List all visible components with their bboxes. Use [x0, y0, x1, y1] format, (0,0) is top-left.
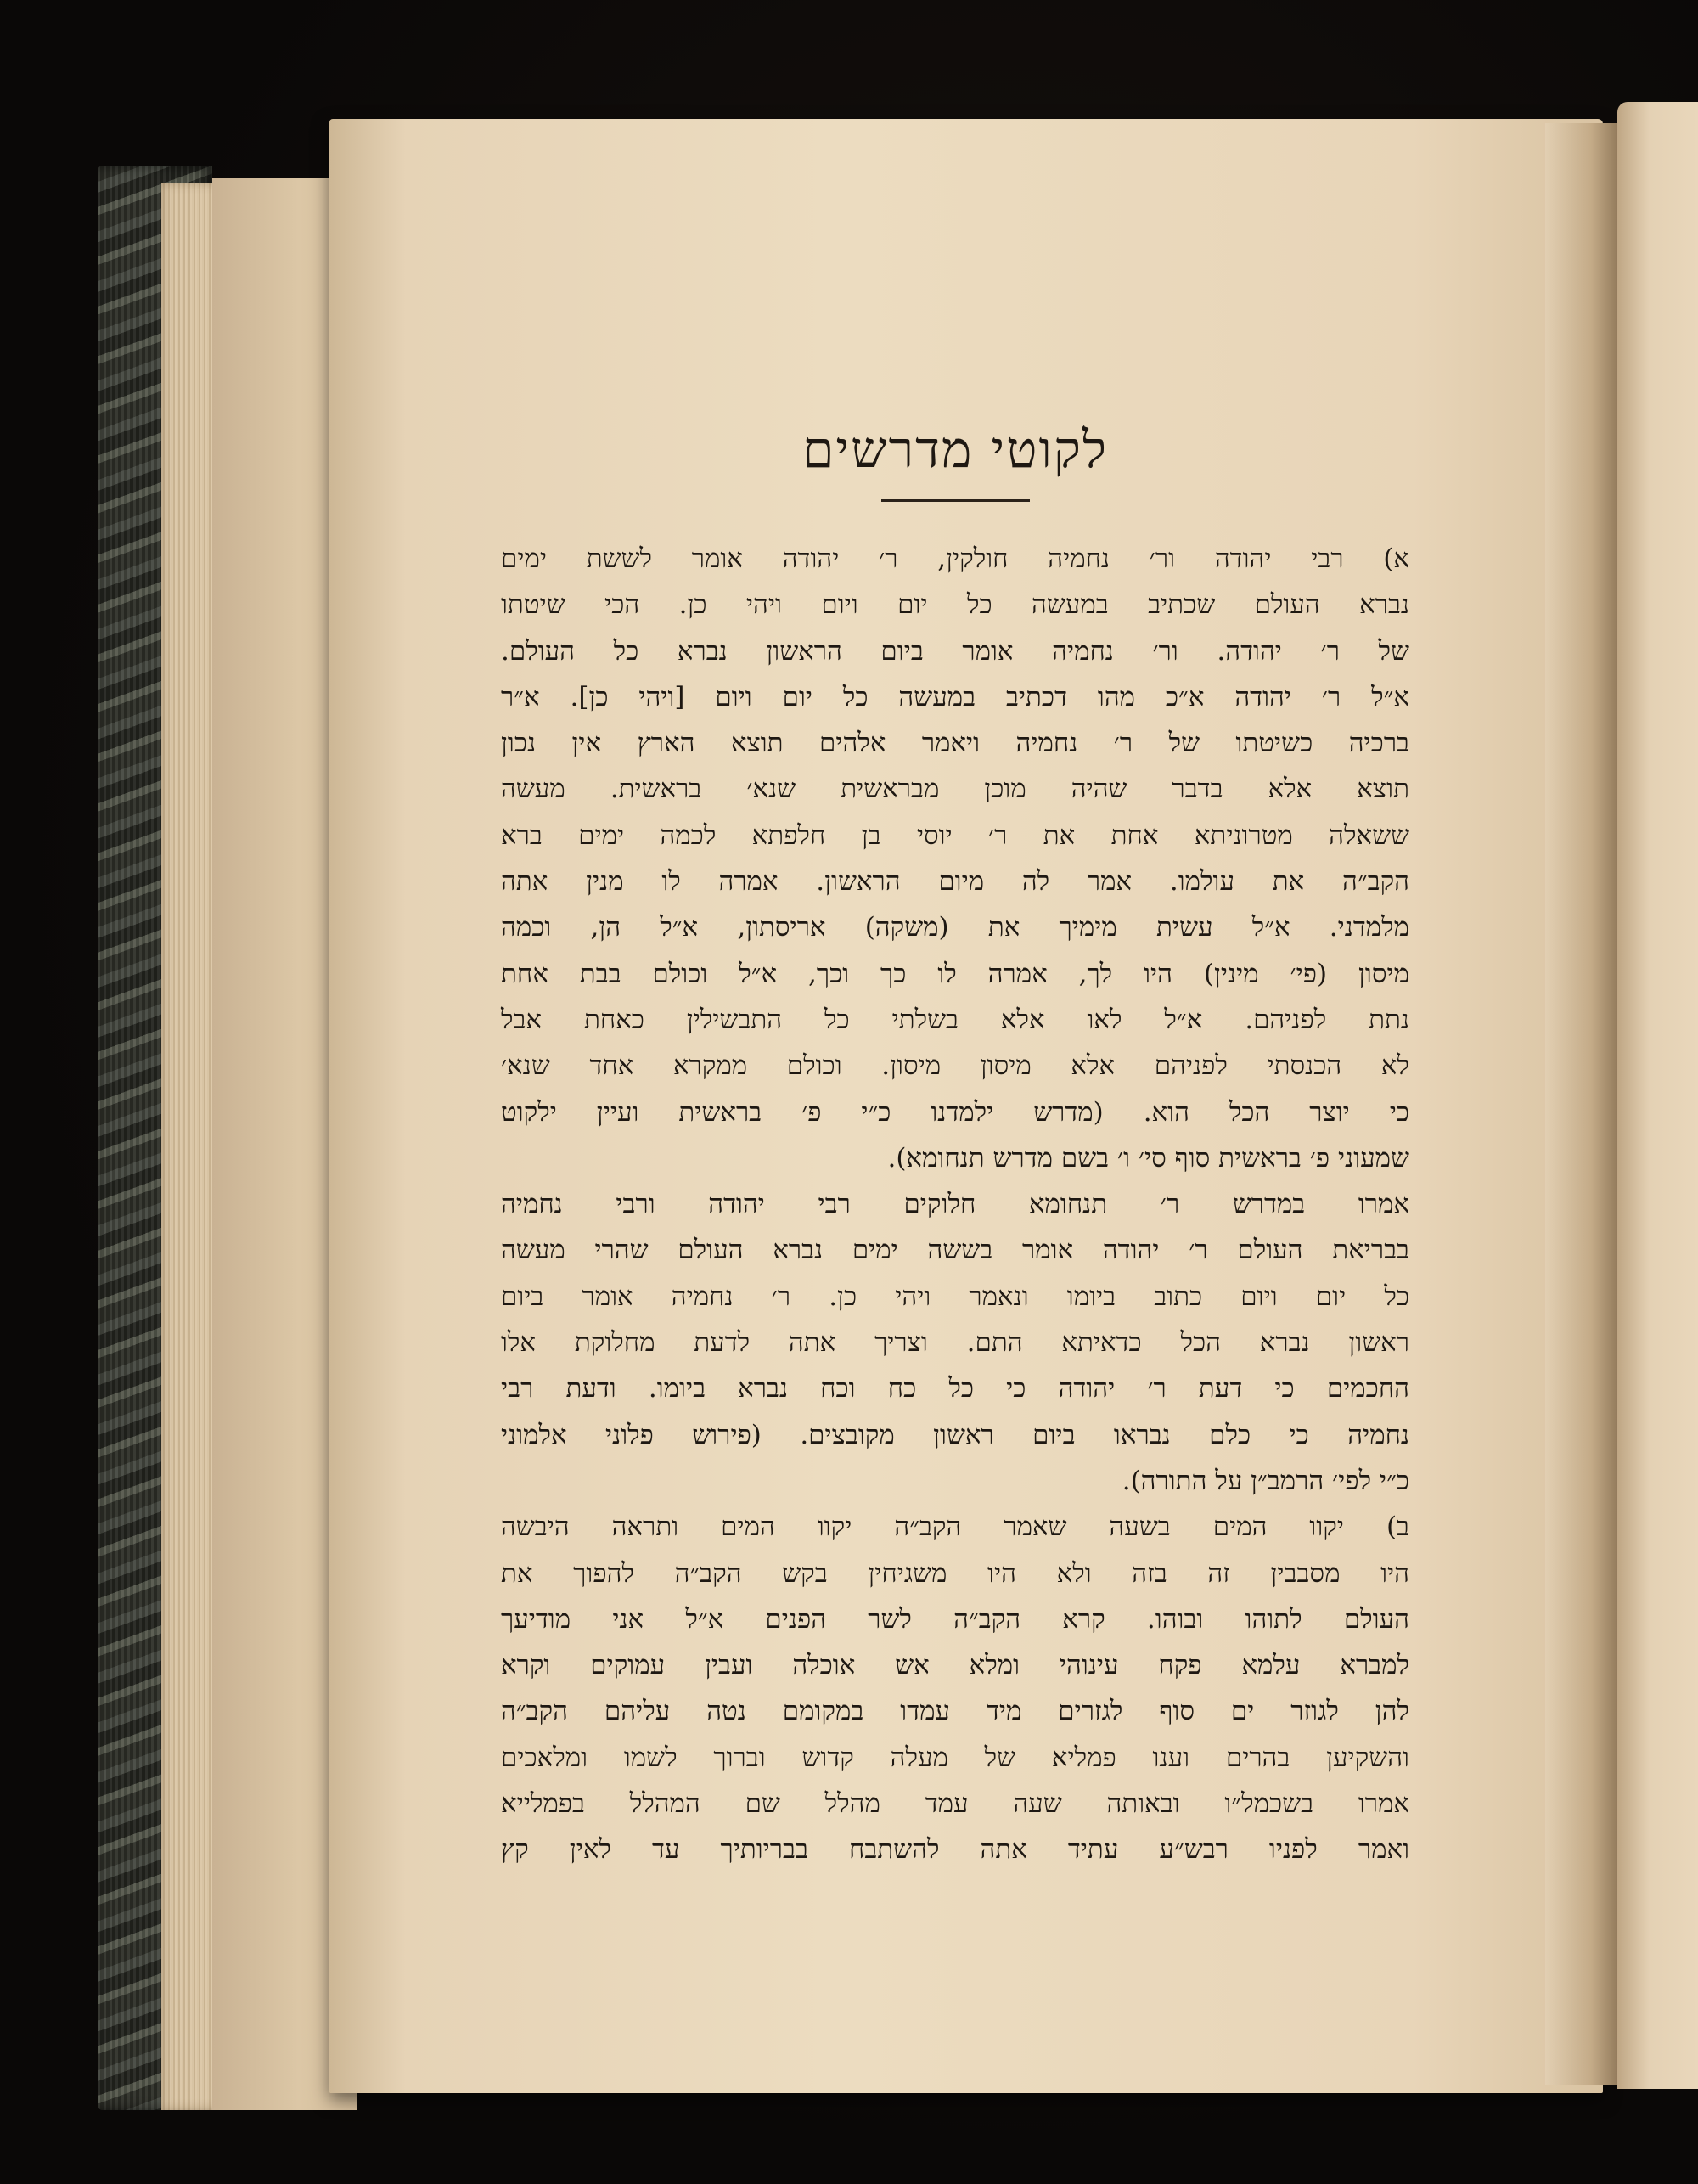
text-line: כל יום ויום כתוב ביומו ונאמר ויהי כן. ר׳ נחמיה אומר ביום: [501, 1281, 1409, 1312]
text-line: העולם לתוהו ובוהו. קרא הקב״ה לשר הפנים א״ל אני מודיעך: [501, 1603, 1409, 1635]
text-line: אמרו בשכמל״ו ובאותה שעה עמד מהלל שם המהלל בפמלייא: [501, 1788, 1409, 1820]
text-line: הקב״ה את עולמו. אמר לה מיום הראשון. אמרה לו מנין אתה: [501, 866, 1409, 898]
text-line: מיסון (פי׳ מינין) היו לך, אמרה לו כך וכך, א״ל וכולם בבת אחת: [501, 958, 1409, 989]
page-title: לקוטי מדרשים: [801, 420, 1109, 480]
text-line: מלמדני. א״ל עשית מימיך את (משקה) אריסתון, א״ל הן, וכמה: [501, 912, 1409, 943]
title-rule: [881, 499, 1030, 502]
text-line: תוצא אלא בדבר שהיה מוכן מבראשית שנא׳ בראשית. מעשה: [501, 774, 1409, 805]
text-line: א״ל ר׳ יהודה א״כ מהו דכתיב במעשה כל יום ויום [ויהי כן]. א״ר: [501, 681, 1409, 712]
text-line: ואמר לפניו רבש״ע עתיד אתה להשתבח בבריותיך עד לאין קץ: [501, 1834, 1409, 1866]
text-line: נחמיה כי כלם נבראו ביום ראשון מקובצים. (פירוש פלוני אלמוני: [501, 1419, 1409, 1450]
page-gutter-shadow: [1545, 123, 1622, 2085]
text-line: כ״י לפי׳ הרמב״ן על התורה).: [1122, 1465, 1409, 1496]
text-line: נתת לפניהם. א״ל לאו אלא בשלתי כל התבשילין כאחת אבל: [501, 1004, 1409, 1035]
text-line: ראשון נברא הכל כדאיתא התם. וצריך אתה לדעת מחלוקת אלו: [501, 1327, 1409, 1359]
text-line: ברכיה כשיטתו של ר׳ נחמיה ויאמר אלהים תוצא הארץ אין נכון: [501, 728, 1409, 759]
text-line: והשקיען בהרים וענו פמליא של מעלה קדוש וברוך לשמו ומלאכים: [501, 1742, 1409, 1773]
text-line: למברא עלמא פקח עינוהי ומלא אש אוכלה ועבין עמוקים וקרא: [501, 1650, 1409, 1681]
text-line: להן לגוזר ים סוף לגזרים מיד עמדו במקומם נטה עליהם הקב״ה: [501, 1696, 1409, 1727]
text-line: בבריאת העולם ר׳ יהודה אומר בששה ימים נברא העולם שהרי מעשה: [501, 1235, 1409, 1266]
text-line: החכמים כי דעת ר׳ יהודה כי כל כח וכח נברא ביומו. ודעת רבי: [501, 1373, 1409, 1404]
facing-page-edge: [1617, 102, 1698, 2089]
text-line: היו מסבבין זה בזה ולא היו משגיחין בקש הקב״ה להפוך את: [501, 1557, 1409, 1589]
text-line: ששאלה מטרוניתא אחת את ר׳ יוסי בן חלפתא לכמה ימים ברא: [501, 819, 1409, 851]
text-line: נברא העולם שכתיב במעשה כל יום ויום ויהי כן. הכי שיטתו: [501, 589, 1409, 621]
text-line: שמעוני פ׳ בראשית סוף סי׳ ו׳ בשם מדרש תנחומא).: [887, 1142, 1409, 1174]
text-line: של ר׳ יהודה. ור׳ נחמיה אומר ביום הראשון נברא כל העולם.: [501, 635, 1409, 667]
text-line: אמרו במדרש ר׳ תנחומא חלוקים רבי יהודה ורבי נחמיה: [501, 1189, 1409, 1220]
text-line: לא הכנסתי לפניהם אלא מיסון מיסון. וכולם ממקרא אחד שנא׳: [501, 1050, 1409, 1082]
text-line: ב) יקוו המים בשעה שאמר הקב״ה יקוו המים ותראה היבשה: [501, 1511, 1409, 1543]
text-line: א) רבי יהודה ור׳ נחמיה חולקין, ר׳ יהודה אומר לששת ימים: [501, 543, 1409, 574]
page-text-block: [501, 416, 1409, 1873]
text-line: כי יוצר הכל הוא. (מדרש ילמדנו כ״י פ׳ בראשית ועיין ילקוט: [501, 1096, 1409, 1128]
